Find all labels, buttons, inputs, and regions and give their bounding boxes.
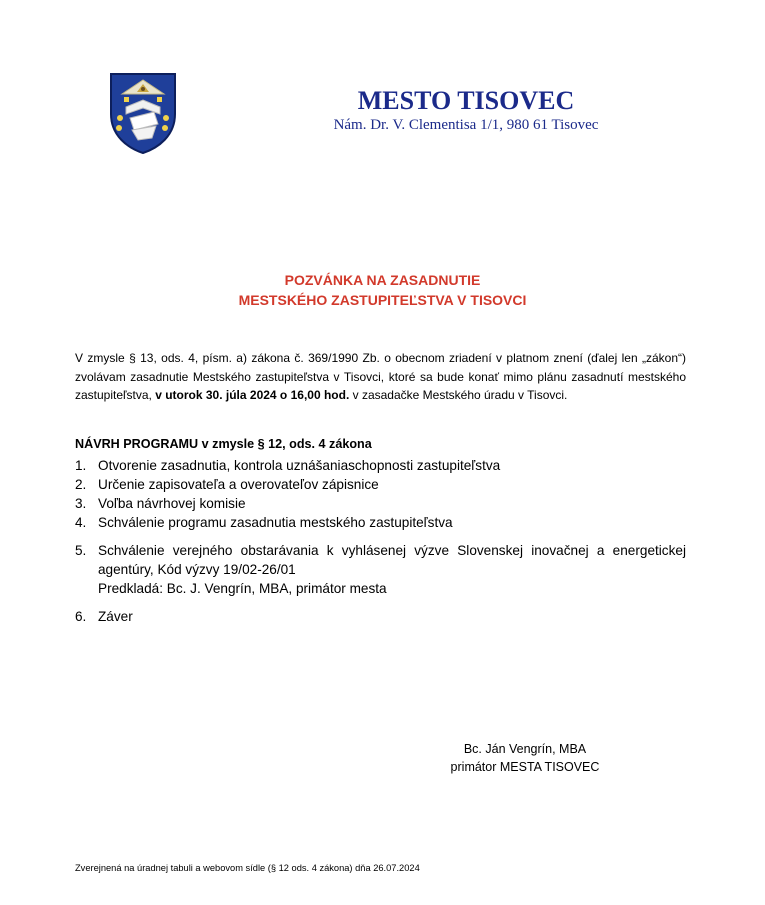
document-title-line1: POZVÁNKA NA ZASADNUTIE bbox=[284, 272, 481, 288]
program-item-text: Určenie zapisovateľa a overovateľov zápisnice bbox=[98, 477, 379, 492]
program-item-text: Schválenie programu zasadnutia mestského zastupiteľstva bbox=[98, 515, 453, 530]
meeting-date: v utorok 30. júla 2024 o 16,00 hod. bbox=[155, 388, 350, 402]
program-item-number: 6. bbox=[75, 609, 87, 624]
intro-text-after: v zasadačke Mestského úradu v Tisovci. bbox=[349, 388, 568, 402]
document-title-line2: MESTSKÉHO ZASTUPITEĽSTVA V TISOVCI bbox=[238, 292, 527, 308]
town-address: Nám. Dr. V. Clementisa 1/1, 980 61 Tisovec bbox=[333, 117, 599, 133]
program-item-number: 2. bbox=[75, 477, 87, 492]
signer-role: primátor MESTA TISOVEC bbox=[450, 760, 600, 774]
program-item-text: Schválenie verejného obstarávania k vyhlásenej výzve Slovenskej inovačnej a energetickej agentúry, Kód výzvy 19/02-26/01 bbox=[98, 543, 686, 577]
program-item bbox=[75, 513, 686, 532]
publication-note: Zverejnená na úradnej tabuli a webovom sídle (§ 12 ods. 4 zákona) dňa 26.07.2024 bbox=[75, 863, 420, 873]
intro-text-before: V zmysle § 13, ods. 4, písm. a) zákona č. 369/1990 Zb. o obecnom zriadení v platnom znení (ďalej len „zákon“) zvolávam zasadnutie Mestského zastupiteľstva v Tisovci, ktoré sa bude konať mimo plánu zasadnutí mestského zastupiteľstva, bbox=[75, 351, 686, 402]
program-item-text: Otvorenie zasadnutia, kontrola uznášaniaschopnosti zastupiteľstva bbox=[98, 458, 501, 473]
program-item-number: 3. bbox=[75, 496, 87, 511]
program-item bbox=[75, 475, 686, 494]
program-item bbox=[75, 456, 686, 475]
town-coat-of-arms-icon bbox=[108, 72, 178, 154]
program-item-text: Voľba návrhovej komisie bbox=[98, 496, 246, 511]
program-heading: NÁVRH PROGRAMU v zmysle § 12, ods. 4 zákona bbox=[75, 437, 372, 451]
program-item-number: 5. bbox=[75, 543, 87, 558]
program-item bbox=[75, 541, 686, 598]
signer-name: Bc. Ján Vengrín, MBA bbox=[463, 742, 587, 756]
program-item-text: Záver bbox=[98, 609, 133, 624]
town-name: MESTO TISOVEC bbox=[357, 86, 575, 115]
program-item-presenter: Predkladá: Bc. J. Vengrín, MBA, primátor mesta bbox=[98, 581, 387, 596]
intro-paragraph bbox=[75, 349, 686, 405]
program-item-number: 1. bbox=[75, 458, 87, 473]
program-item bbox=[75, 494, 686, 513]
program-item-number: 4. bbox=[75, 515, 87, 530]
program-item bbox=[75, 607, 686, 626]
